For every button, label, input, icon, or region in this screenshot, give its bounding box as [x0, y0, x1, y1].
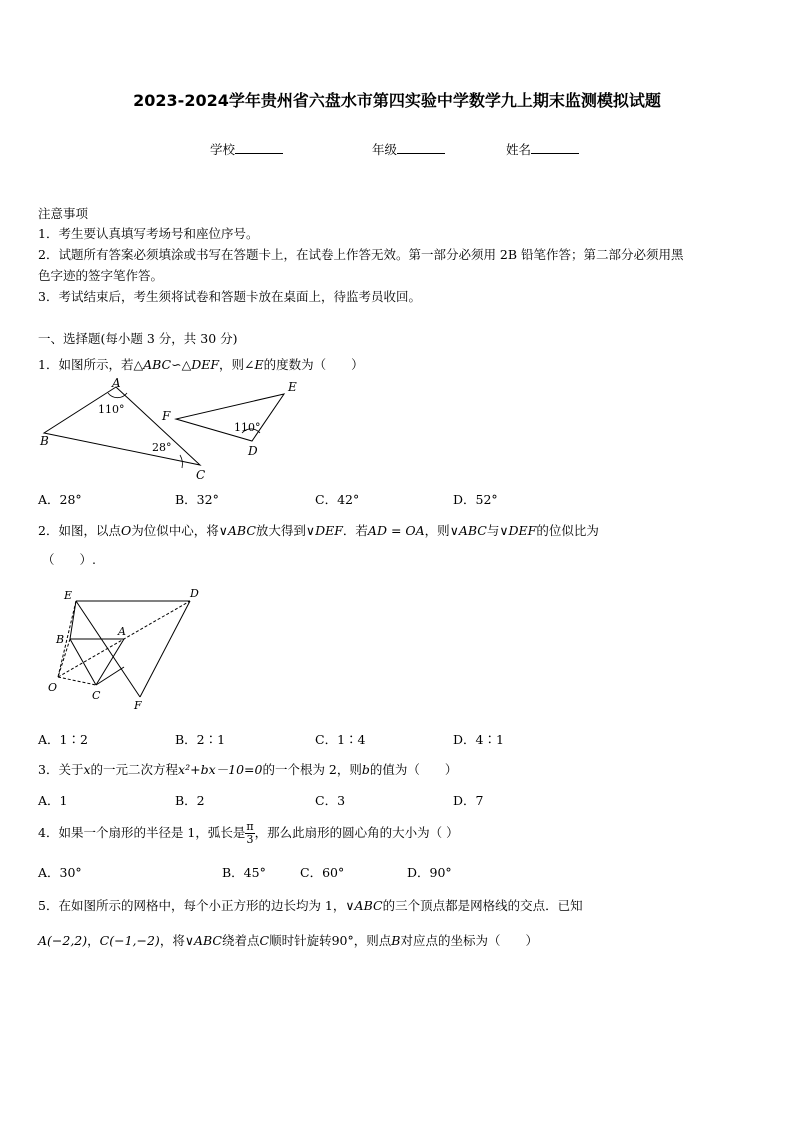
q3-option-a[interactable]: A．1 — [38, 793, 68, 808]
angle-a-label: 110° — [98, 403, 125, 416]
q2-option-d[interactable]: D．4∶1 — [453, 732, 504, 747]
label-b: B — [40, 434, 49, 448]
angle-c-label: 28° — [152, 441, 172, 454]
notice-item: 2．试题所有答案必须填涂或书写在答题卡上，在试卷上作答无效。第一部分必须用 2B 铅笔作答；第二部分必须用黑 — [38, 247, 684, 262]
q2-option-b[interactable]: B．2∶1 — [175, 732, 226, 747]
label-a: A — [118, 625, 126, 638]
label-b: B — [56, 633, 65, 646]
name-blank — [531, 142, 579, 154]
question-4-stem: 4．如果一个扇形的半径是 1，弧长是 $\frac{\pi}{3}$ ，那么此扇形的圆心角的大小为（ ） — [38, 820, 459, 846]
triangle-def — [176, 394, 284, 441]
name-field: 姓名 — [506, 140, 579, 158]
question-2-stem: 2．如图，以点O为位似中心，将∨ABC放大得到∨DEF．若AD = OA，则∨ABC与∨DEF的位似比为 — [38, 523, 599, 538]
q1-option-c[interactable]: C．42° — [315, 492, 360, 507]
notice-heading: 注意事项 — [38, 206, 89, 221]
q3-option-d[interactable]: D．7 — [453, 793, 484, 808]
q4-option-a[interactable]: A．30° — [38, 865, 82, 880]
label-e: E — [64, 589, 73, 602]
label-f: F — [162, 409, 171, 423]
q3-option-c[interactable]: C．3 — [315, 793, 346, 808]
notice-item: 色字迹的签字笔作答。 — [38, 268, 164, 283]
q3-option-b[interactable]: B．2 — [175, 793, 205, 808]
page-title: 2023-2024学年贵州省六盘水市第四实验中学数学九上期末监测模拟试题 — [133, 91, 661, 110]
label-d: D — [248, 444, 258, 458]
section-heading: 一、选择题(每小题 3 分，共 30 分) — [38, 331, 238, 346]
triangle-abc — [44, 387, 200, 465]
q1-option-a[interactable]: A．28° — [38, 492, 82, 507]
angle-d-label: 110° — [234, 421, 261, 434]
label-d: D — [190, 587, 199, 600]
notice-item: 1．考生要认真填写考场号和座位序号。 — [38, 226, 259, 241]
q1-option-b[interactable]: B．32° — [175, 492, 219, 507]
question-1-stem: 1．如图所示，若△ABC∽△DEF，则∠E的度数为（ ） — [38, 357, 364, 372]
question-3-stem: 3．关于x的一元二次方程x²+bx－10=0的一个根为 2，则b的值为（ ） — [38, 762, 458, 777]
school-blank — [235, 142, 283, 154]
angle-a-arc — [108, 393, 127, 398]
notice-item: 3．考试结束后，考生须将试卷和答题卡放在桌面上，待监考员收回。 — [38, 289, 421, 304]
question-5-stem-cont: A(−2,2)，C(−1,−2)，将∨ABC绕着点C顺时针旋转90°，则点B对应点的坐标为（ ） — [38, 933, 538, 948]
label-f: F — [134, 699, 142, 712]
q2-option-a[interactable]: A．1∶2 — [38, 732, 88, 747]
label-a: A — [112, 376, 121, 390]
label-c: C — [92, 689, 101, 702]
q4-option-d[interactable]: D．90° — [407, 865, 452, 880]
grade-field: 年级 — [372, 140, 445, 158]
question-2-stem-cont: （ ）. — [42, 552, 96, 567]
grade-blank — [397, 142, 445, 154]
q4-option-b[interactable]: B．45° — [222, 865, 266, 880]
q2-option-c[interactable]: C．1∶4 — [315, 732, 366, 747]
question-2-figure — [40, 585, 210, 715]
school-field: 学校 — [210, 140, 283, 158]
q1-option-d[interactable]: D．52° — [453, 492, 498, 507]
arc-length-fraction: $\frac{\pi}{3}$ — [246, 820, 254, 846]
label-o: O — [48, 681, 58, 694]
label-c: C — [196, 468, 206, 482]
question-1-figure — [30, 375, 310, 485]
label-e: E — [288, 380, 297, 394]
question-5-stem: 5．在如图所示的网格中，每个小正方形的边长均为 1，∨ABC的三个顶点都是网格线的交点．已知 — [38, 898, 583, 913]
q4-option-c[interactable]: C．60° — [300, 865, 345, 880]
